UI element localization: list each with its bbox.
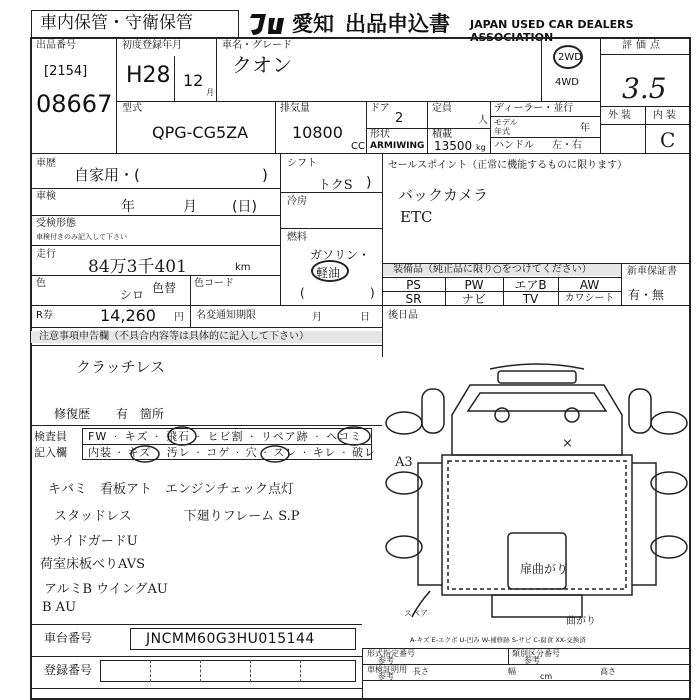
recycle-label: R券 <box>36 310 53 321</box>
fuel-label: 燃料 <box>287 232 307 243</box>
lot-label: 出品番号 <box>36 40 76 51</box>
reg-box <box>100 660 356 682</box>
fuel-paren: ( <box>300 286 305 300</box>
title-en: JAPAN USED CAR DEALERS ASSOCIATION <box>470 18 634 44</box>
chassis-label: 車台番号 <box>44 631 93 645</box>
displacement-unit: CC <box>351 141 365 152</box>
inspector-row-1: FW · キズ · 飛石 · ヒビ割 · リペア跡 · ヘコミ <box>88 430 363 443</box>
diagram-rear-note: 扉曲がり <box>520 562 569 576</box>
inspector-circles <box>82 425 382 465</box>
color-value: シロ <box>120 288 145 302</box>
repair-value: 有 <box>116 407 129 421</box>
history-close: ) <box>262 166 268 184</box>
color-code-label: 色コード <box>194 278 234 289</box>
inspector-label-1: 検査員 <box>34 430 67 443</box>
equip-sr: SR <box>405 292 422 306</box>
form-note: 車検付きのみ記入して下さい <box>36 233 127 241</box>
lot-number: 08667 <box>36 90 113 118</box>
doors-value: 2 <box>395 111 404 126</box>
hw-line-4: 荷室床板べりAVS <box>40 557 146 572</box>
model-year-unit: 年 <box>580 123 590 134</box>
tag-burn: コゲ <box>206 446 231 459</box>
new-warranty-label: 新車保証書 <box>627 266 677 277</box>
model-year-label: モデル年式 <box>494 118 518 136</box>
equip-tv: TV <box>522 292 539 306</box>
lot-code: [2154] <box>44 64 88 79</box>
payload-value: 13500 <box>434 139 473 153</box>
shape-value: ARMIWING <box>370 141 425 151</box>
payload-unit: kg <box>476 143 486 152</box>
sales-points-label: セールスポイント（正常に機能するものに限ります） <box>388 160 628 171</box>
tag-dent: ヘコミ <box>326 430 363 443</box>
tag-tear: 破レ <box>352 446 377 459</box>
equip-ps: PS <box>406 278 421 292</box>
spec-col1b: 参考 <box>378 656 394 665</box>
capacity-unit: 人 <box>478 115 488 126</box>
diagram-spare-label: スペア <box>404 609 428 618</box>
hw-line-2: スタッドレス 下廻りフレーム S.P <box>54 509 300 524</box>
spec-cm: cm <box>540 672 553 681</box>
dealer-label: ディーラー・並行 <box>494 103 574 114</box>
interior-label: 内装 <box>653 110 679 121</box>
expiry-day-unit: 日 <box>360 312 370 323</box>
expiry-label: 名変通知期限 <box>196 310 256 321</box>
equip-leather: カワシート <box>564 293 615 304</box>
tag-rub: スレ <box>273 446 298 459</box>
recycle-unit: 円 <box>174 312 184 323</box>
registration-year: H28 <box>126 63 171 88</box>
history-value: 自家用・( <box>74 166 140 184</box>
tag-scratch: キズ <box>124 430 149 443</box>
fuel-value: ガソリン・ <box>310 248 371 262</box>
tag-hole: 穴 <box>245 446 258 459</box>
interior-value: C <box>660 128 676 152</box>
tag-cut: キレ <box>312 446 337 459</box>
repair-label: 修復歴 <box>54 407 91 421</box>
payload-label: 積載 <box>432 129 452 140</box>
equip-aw: AW <box>579 278 600 292</box>
hw-line-6: B AU <box>42 600 77 615</box>
equip-navi: ナビ <box>461 292 486 306</box>
handle-options: 左・右 <box>552 140 582 151</box>
chassis-value: JNCMM60G3HU015144 <box>146 631 315 647</box>
inspector-label-2: 記入欄 <box>34 446 67 459</box>
ju-logo <box>248 10 290 38</box>
tag-crack: ヒビ割 <box>207 430 244 443</box>
color-label: 色 <box>36 278 46 289</box>
equip-airbag: エアB <box>514 278 547 292</box>
tag-int-scratch: キズ <box>127 446 152 459</box>
car-label: 車名・グレード <box>222 40 292 51</box>
sales-point-1: バックカメラ <box>398 186 489 204</box>
drive-4wd: 4WD <box>555 77 579 88</box>
mileage-value: 84万3千401 <box>88 257 187 277</box>
spec-col2: 類別区分番号 <box>512 649 560 658</box>
mileage-label: 走行 <box>36 249 56 260</box>
spec-col2b: 参考 <box>524 656 540 665</box>
exterior-label: 外装 <box>608 110 634 121</box>
storage-tag: 車内保管・守衛保管 <box>40 13 193 33</box>
diagram-tag-x: × <box>562 436 573 451</box>
equipment-label: 装備品（純正品に限り○をつけてください） <box>383 264 621 276</box>
shift-label: シフト <box>287 158 317 169</box>
form-label: 受検形態 <box>36 218 76 229</box>
score-value: 3.5 <box>622 72 667 105</box>
spec-row2b: 参考 <box>378 672 394 681</box>
tag-repair: リペア跡 <box>261 430 309 443</box>
diagram-tag-a3: A3 <box>395 455 413 470</box>
spec-row2a: 車検証明用 <box>367 665 407 674</box>
fuel-close: ) <box>370 286 375 300</box>
mileage-unit: km <box>235 262 251 273</box>
diagram-legend: A-キズ E-エクボ U-凹み W-補修跡 S-サビ C-腐食 XX-交換済 <box>410 636 586 644</box>
repair-unit: 箇所 <box>140 407 165 421</box>
spec-height: 高さ <box>600 667 616 676</box>
spec-length: 長さ <box>413 667 429 676</box>
tag-fw: FW <box>88 430 108 443</box>
registration-month-unit: 月 <box>206 88 214 97</box>
drive-2wd: 2WD <box>558 52 582 63</box>
inspection-label: 車検 <box>36 191 56 202</box>
displacement-label: 排気量 <box>280 103 310 114</box>
model-value: QPG-CG5ZA <box>152 123 249 142</box>
tag-interior: 内装 <box>88 446 112 459</box>
shift-value: トクS <box>318 178 353 193</box>
fuel-circled: 軽油 <box>316 266 341 280</box>
inspection-year-unit: 年 <box>121 199 135 215</box>
doors-label: ドア <box>370 103 390 114</box>
hw-line-1: キバミ 看板アト エンジンチェック点灯 <box>48 482 294 497</box>
ac-label: 冷房 <box>287 196 307 207</box>
vehicle-diagram <box>382 355 691 630</box>
inspection-month-unit: 月 <box>183 199 197 215</box>
hw-line-3: サイドガードU <box>50 534 138 549</box>
new-warranty-options: 有・無 <box>628 288 665 302</box>
tag-stain: 汚レ <box>166 446 191 459</box>
spec-col1: 形式指定番号 <box>367 649 415 658</box>
expiry-month-unit: 月 <box>312 312 322 323</box>
title-main: 出品申込書 <box>345 12 450 36</box>
capacity-label: 定員 <box>432 103 452 114</box>
equip-pw: PW <box>464 278 484 292</box>
notes-label: 注意事項申告欄（不具合内容等は具体的に記入して下さい） <box>31 331 382 343</box>
diagram-bend-note: 曲がり <box>566 616 596 627</box>
score-label: 評価点 <box>622 40 664 51</box>
spec-width: 幅 <box>508 667 516 676</box>
reserve-label: 後日品 <box>388 310 418 321</box>
history-label: 車歴 <box>36 158 56 169</box>
model-label: 型式 <box>122 103 142 114</box>
color-change-label: 色替 <box>152 281 177 295</box>
hw-line-5: アルミB ウイングAU <box>44 582 168 597</box>
registration-month: 12 <box>183 71 204 90</box>
shift-close: ) <box>366 175 372 191</box>
shape-label: 形状 <box>370 129 390 140</box>
notes-value: クラッチレス <box>76 358 165 376</box>
tag-chip: 飛石 <box>166 430 190 443</box>
reg-label: 登録番号 <box>44 663 93 677</box>
sales-point-2: ETC <box>400 208 433 226</box>
inspection-day-unit: (日) <box>232 199 257 215</box>
displacement-value: 10800 <box>292 123 343 142</box>
car-name: クオン <box>232 53 292 77</box>
registration-label: 初度登録年月 <box>122 40 182 51</box>
inspector-row-2: 内装 · キズ · 汚レ · コゲ · 穴 · スレ · キレ · 破レ <box>88 446 377 459</box>
title-org: 愛知 <box>292 12 334 36</box>
handle-label: ハンドル <box>494 140 534 151</box>
recycle-value: 14,260 <box>100 306 156 325</box>
